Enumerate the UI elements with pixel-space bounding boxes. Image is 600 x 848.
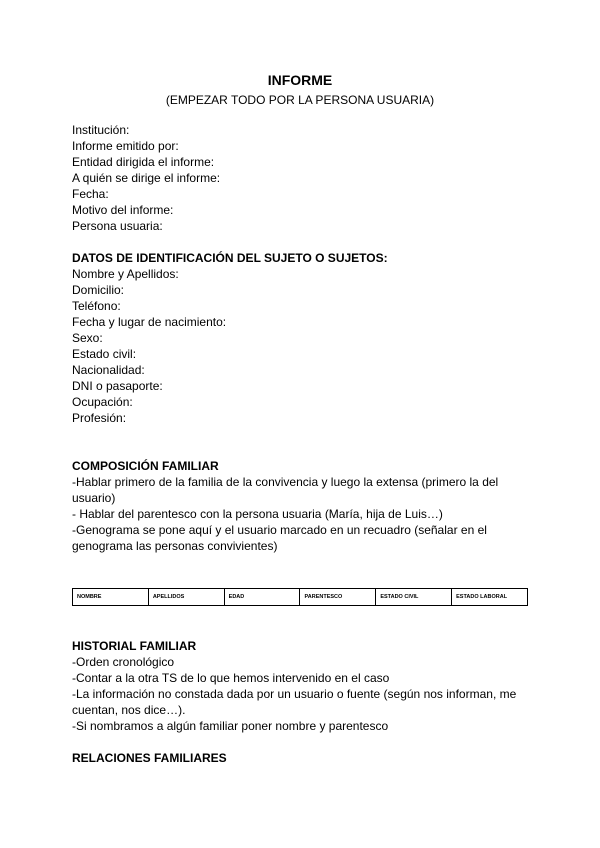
composition-section bbox=[72, 458, 532, 554]
field-motivo: Motivo del informe: bbox=[72, 203, 174, 217]
document-subtitle: (EMPEZAR TODO POR LA PERSONA USUARIA) bbox=[165, 93, 435, 107]
composition-heading: COMPOSICIÓN FAMILIAR bbox=[72, 459, 219, 473]
field-domicilio: Domicilio: bbox=[72, 283, 125, 297]
relations-section bbox=[72, 750, 532, 766]
composition-note: - Hablar del parentesco con la persona usuaria (María, hija de Luis…) bbox=[72, 507, 443, 521]
info-fields bbox=[72, 122, 532, 234]
document-title: INFORME bbox=[267, 72, 333, 88]
field-fecha: Fecha: bbox=[72, 187, 109, 201]
composition-note: -Hablar primero de la familia de la convivencia y luego la extensa (primero la del usuario) bbox=[72, 475, 499, 505]
field-nacimiento: Fecha y lugar de nacimiento: bbox=[72, 315, 227, 329]
table-header-row bbox=[73, 589, 528, 606]
identification-heading: DATOS DE IDENTIFICACIÓN DEL SUJETO O SUJETOS: bbox=[72, 251, 388, 265]
column-header: PARENTESCO bbox=[300, 589, 376, 606]
field-emitido-por: Informe emitido por: bbox=[72, 139, 179, 153]
family-members-table bbox=[72, 588, 528, 606]
field-nombre: Nombre y Apellidos: bbox=[72, 267, 179, 281]
field-estado-civil: Estado civil: bbox=[72, 347, 137, 361]
field-ocupacion: Ocupación: bbox=[72, 395, 133, 409]
field-persona-usuaria: Persona usuaria: bbox=[72, 219, 163, 233]
history-section bbox=[72, 638, 532, 734]
field-institucion: Institución: bbox=[72, 123, 130, 137]
column-header: ESTADO LABORAL bbox=[452, 589, 528, 606]
column-header: NOMBRE bbox=[73, 589, 149, 606]
field-sexo: Sexo: bbox=[72, 331, 103, 345]
history-note: -Orden cronológico bbox=[72, 655, 175, 669]
composition-note: -Genograma se pone aquí y el usuario marcado en un recuadro (señalar en el genograma las personas convivientes) bbox=[72, 523, 487, 553]
field-destinatario: A quién se dirige el informe: bbox=[72, 171, 221, 185]
identification-section bbox=[72, 250, 532, 426]
column-header: APELLIDOS bbox=[148, 589, 224, 606]
column-header: EDAD bbox=[224, 589, 300, 606]
field-nacionalidad: Nacionalidad: bbox=[72, 363, 145, 377]
field-dni: DNI o pasaporte: bbox=[72, 379, 163, 393]
field-telefono: Teléfono: bbox=[72, 299, 121, 313]
field-profesion: Profesión: bbox=[72, 411, 127, 425]
relations-heading: RELACIONES FAMILIARES bbox=[72, 751, 227, 765]
history-note: -La información no constada dada por un usuario o fuente (según nos informan, me cuentan, nos dice…). bbox=[72, 687, 517, 717]
history-note: -Contar a la otra TS de lo que hemos intervenido en el caso bbox=[72, 671, 390, 685]
field-entidad: Entidad dirigida el informe: bbox=[72, 155, 215, 169]
history-heading: HISTORIAL FAMILIAR bbox=[72, 639, 197, 653]
column-header: ESTADO CIVIL bbox=[376, 589, 452, 606]
history-note: -Si nombramos a algún familiar poner nombre y parentesco bbox=[72, 719, 389, 733]
